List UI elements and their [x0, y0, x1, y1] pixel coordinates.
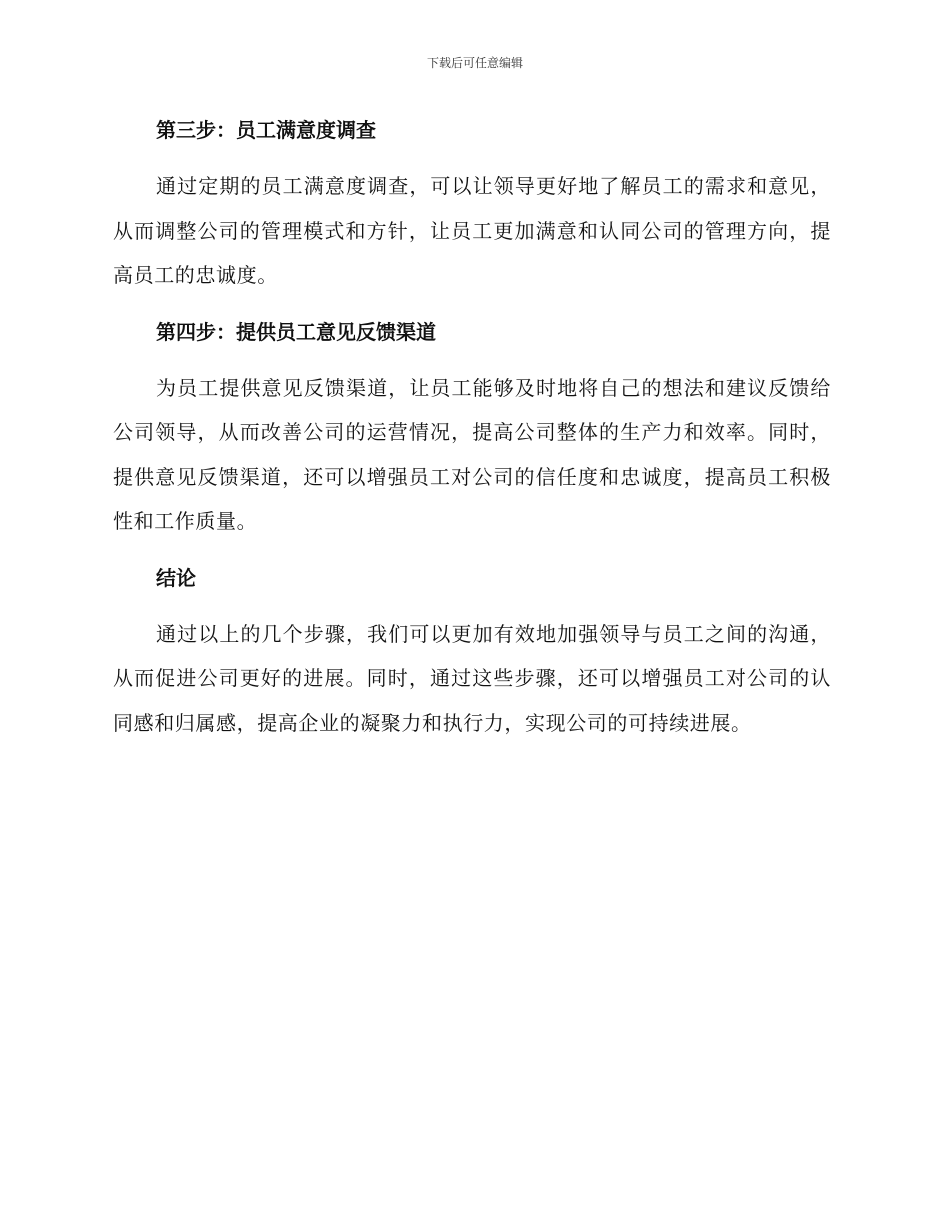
- section-heading-step3: 第三步：员工满意度调查: [156, 118, 376, 142]
- section-heading-step4: 第四步：提供员工意见反馈渠道: [156, 319, 436, 344]
- section-paragraph-conclusion: 通过以上的几个步骤，我们可以更加有效地加强领导与员工之间的沟通，从而促进公司更好的进展。同时，通过这些步骤，还可以增强员工对公司的认同感和归属感，提高企业的凝聚力和执行力，实现公司的可持续进展。: [113, 621, 831, 735]
- section-paragraph-step3: 通过定期的员工满意度调查，可以让领导更好地了解员工的需求和意见，从而调整公司的管理模式和方针，让员工更加满意和认同公司的管理方向，提高员工的忠诚度。: [113, 174, 831, 287]
- section-paragraph-step4: 为员工提供意见反馈渠道，让员工能够及时地将自己的想法和建议反馈给公司领导，从而改善公司的运营情况，提高公司整体的生产力和效率。同时，提供意见反馈渠道，还可以增强员工对公司的信任度和忠诚度，提高员工积极性和工作质量。: [113, 375, 831, 533]
- page-header-note: 下载后可任意编辑: [426, 56, 523, 70]
- document-body: [113, 108, 831, 745]
- section-heading-conclusion: 结论: [156, 565, 196, 590]
